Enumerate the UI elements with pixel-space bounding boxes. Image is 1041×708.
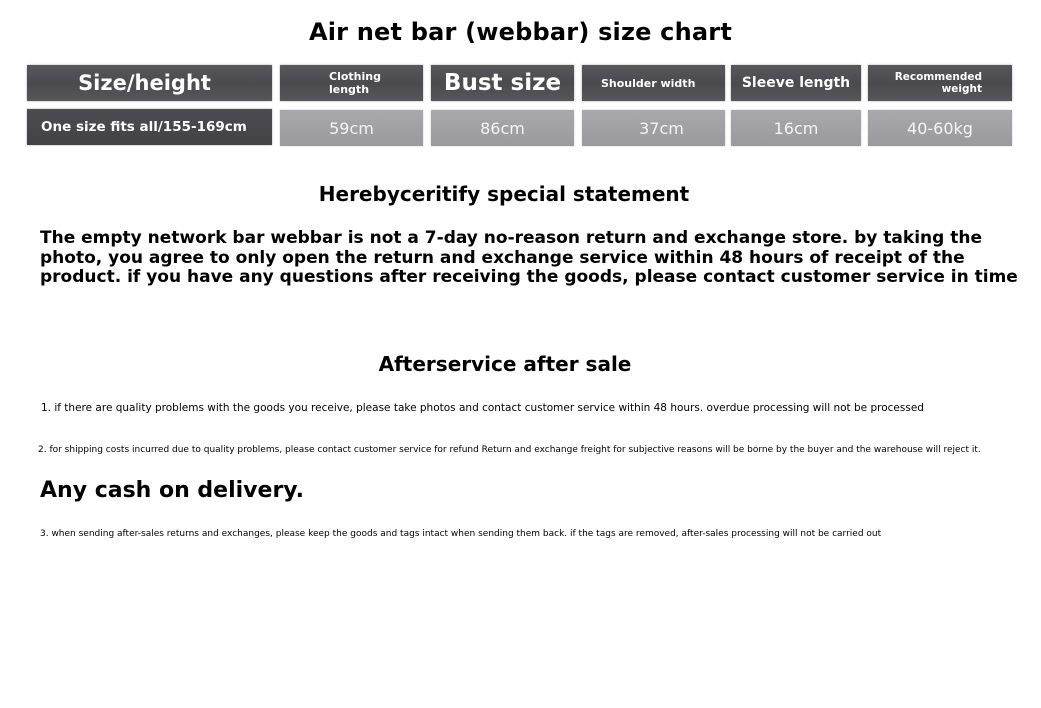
afterservice-item-3: 3. when sending after-sales returns and exchanges, please keep the goods and tags intact when sending them back. if the tags are removed, after-sales processing will not be carried out	[40, 529, 882, 539]
header-sleeve-length	[731, 65, 861, 101]
afterservice-item-2: 2. for shipping costs incurred due to quality problems, please contact customer service for refund Return and exchange freight for subjective reasons will be borne by the buyer and the warehouse will reject it.	[38, 445, 981, 455]
header-sleeve-length-label: Sleeve length	[741, 75, 851, 91]
value-recommended-weight: 40-60kg	[868, 110, 1012, 146]
header-bust-size	[431, 65, 574, 101]
row-label-one-size	[27, 109, 272, 145]
header-shoulder-width	[582, 65, 725, 101]
header-recommended-weight	[868, 65, 1012, 101]
value-shoulder-width: 37cm	[582, 110, 725, 146]
afterservice-heading: Afterservice after sale	[378, 352, 632, 376]
statement-heading: Herebyceritify special statement	[318, 182, 690, 206]
statement-body: The empty network bar webbar is not a 7-day no-reason return and exchange store. by taking the photo, you agree to only open the return and exchange service within 48 hours of receipt of the product. if you have any questions after receiving the goods, please contact customer service in time	[40, 228, 1018, 287]
header-weight-label: weight	[941, 83, 982, 95]
header-clothing-length	[280, 65, 423, 101]
value-bust-size: 86cm	[431, 110, 574, 146]
header-size-height-label: Size/height	[78, 71, 211, 95]
row-label-text: One size fits all/155-169cm	[41, 119, 247, 135]
header-shoulder-width-label: Shoulder width	[601, 76, 696, 90]
value-clothing-length: 59cm	[280, 110, 423, 146]
value-sleeve-length: 16cm	[731, 110, 861, 146]
header-recommended-label: Recommended	[894, 71, 982, 83]
header-bust-size-label: Bust size	[443, 70, 562, 96]
header-clothing-length-label: Clothing length	[329, 70, 381, 96]
afterservice-item-1: 1. if there are quality problems with the goods you receive, please take photos and contact customer service within 48 hours. overdue processing will not be processed	[41, 402, 924, 414]
page-title: Air net bar (webbar) size chart	[308, 18, 732, 46]
header-size-height	[27, 65, 272, 101]
cash-on-delivery-notice: Any cash on delivery.	[40, 478, 304, 503]
